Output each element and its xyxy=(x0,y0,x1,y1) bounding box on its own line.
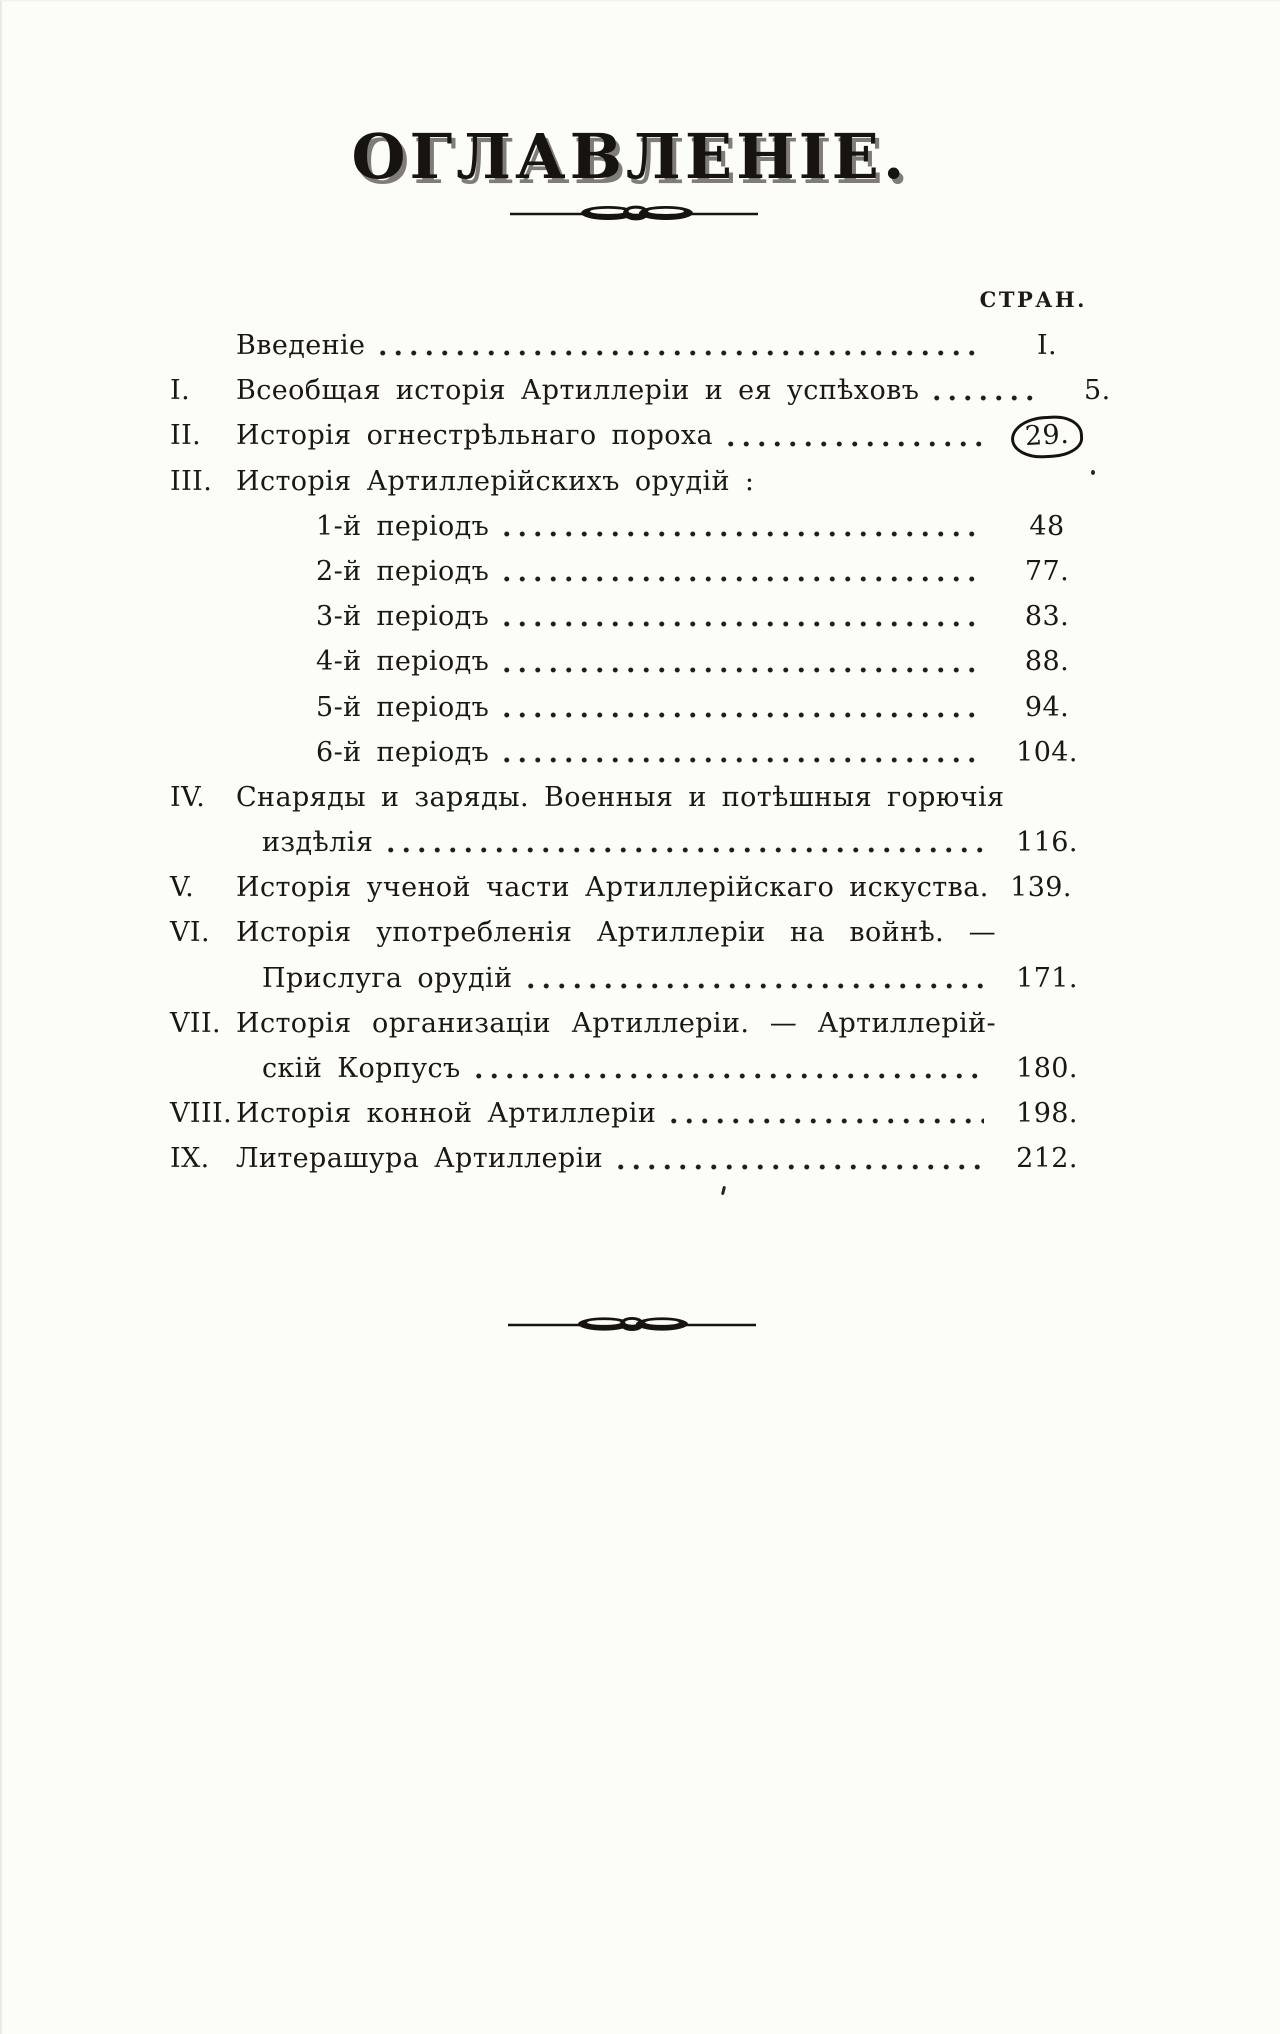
toc-line xyxy=(170,775,1102,820)
toc-entry-label: Всеобщая исторія Артиллеріи и ея успѣховъ xyxy=(236,375,920,407)
toc-page-number: 83. xyxy=(1024,601,1070,633)
toc-line xyxy=(170,368,1111,413)
toc-entry-continuation: издѣлія xyxy=(262,827,374,859)
toc-line xyxy=(170,413,1102,458)
toc-subentry-label: 4-й періодъ xyxy=(316,646,490,678)
leader-dots xyxy=(499,504,984,549)
toc-page-number: 212. xyxy=(1016,1143,1078,1175)
toc-line xyxy=(170,1091,1102,1136)
toc-line xyxy=(170,820,1102,865)
toc-line xyxy=(170,1136,1102,1181)
toc-roman-numeral xyxy=(170,504,236,549)
ink-speck xyxy=(1091,470,1095,475)
toc-line xyxy=(170,459,1102,504)
toc-entry-label: Снаряды и заряды. Военныя и потѣшныя горючія xyxy=(236,781,1005,813)
toc-roman-numeral xyxy=(170,639,236,684)
toc-entry-label: Исторія ученой части Артиллерійскаго искуства. xyxy=(236,872,989,904)
toc-line xyxy=(170,549,1102,594)
toc-page-number: 88. xyxy=(1024,646,1070,678)
leader-dots xyxy=(499,685,984,730)
toc-entry-label: Исторія организаціи Артиллеріи. — Артиллерій- xyxy=(236,1007,996,1039)
toc-line xyxy=(170,865,1102,910)
scan-edge-shadow xyxy=(0,0,3,2034)
leader-dots xyxy=(723,413,984,458)
toc-line xyxy=(170,910,1102,955)
toc-subentry-label: 3-й періодъ xyxy=(316,601,490,633)
toc-page-number: 171. xyxy=(1016,962,1078,994)
toc-page-number: I. xyxy=(1036,330,1058,361)
toc-line xyxy=(170,956,1102,1001)
toc-line xyxy=(170,730,1102,775)
toc-page-number: 116. xyxy=(1016,827,1078,859)
toc-roman-numeral: VI. xyxy=(170,917,210,949)
toc-page-number: 180. xyxy=(1016,1053,1078,1084)
toc-entry-label: Введеніе xyxy=(236,330,366,361)
leader-dots xyxy=(499,730,984,775)
scan-edge-shadow xyxy=(0,0,1280,2)
toc-entry-label: Исторія Артиллерійскихъ орудій : xyxy=(236,465,755,497)
leader-dots xyxy=(929,368,1034,413)
leader-dots xyxy=(383,820,984,865)
toc-page-number: 139. xyxy=(1010,872,1072,904)
toc-roman-numeral xyxy=(170,956,236,1001)
toc-line xyxy=(170,1046,1102,1091)
toc-page-number: 198. xyxy=(1016,1098,1078,1130)
toc-entry-label: Исторія огнестрѣльнаго пороха xyxy=(236,420,714,452)
toc-roman-numeral: I. xyxy=(170,375,191,407)
toc-line xyxy=(170,1001,1102,1046)
table-of-contents xyxy=(170,323,1111,1182)
toc-page-number xyxy=(992,413,1102,458)
toc-entry-continuation: скій Корпусъ xyxy=(262,1053,461,1084)
toc-roman-numeral: V. xyxy=(170,872,195,904)
toc-roman-numeral: IX. xyxy=(170,1143,210,1175)
toc-subentry-label: 1-й періодъ xyxy=(316,510,490,542)
leader-dots xyxy=(666,1091,984,1136)
page-column-header: СТРАН. xyxy=(979,287,1087,312)
leader-dots xyxy=(523,956,985,1001)
toc-roman-numeral xyxy=(170,820,236,865)
toc-line xyxy=(170,639,1102,684)
leader-dots xyxy=(375,323,984,368)
toc-page-number: 5. xyxy=(1084,375,1111,407)
toc-roman-numeral: IV. xyxy=(170,781,206,813)
leader-dots xyxy=(499,594,984,639)
toc-line xyxy=(170,323,1102,368)
toc-roman-numeral: VIII. xyxy=(170,1098,233,1130)
toc-page-number: 48 xyxy=(1029,510,1065,542)
toc-subentry-label: 5-й періодъ xyxy=(316,691,490,723)
toc-roman-numeral: III. xyxy=(170,465,213,497)
divider-ornament xyxy=(506,1312,758,1336)
toc-subentry-label: 6-й періодъ xyxy=(316,736,490,768)
leader-dots xyxy=(613,1136,984,1181)
hand-drawn-circle-annotation: 29. xyxy=(1010,415,1084,461)
toc-page-number: 94. xyxy=(1024,691,1070,723)
page-title: ОГЛАВЛЕНІЕ. xyxy=(351,119,909,193)
toc-roman-numeral xyxy=(170,323,236,368)
ink-speck xyxy=(721,1186,726,1195)
leader-dots xyxy=(499,639,984,684)
toc-entry-label: Исторія употребленія Артиллеріи на войнѣ. — xyxy=(236,917,996,949)
toc-roman-numeral xyxy=(170,730,236,775)
toc-entry-continuation: Прислуга орудій xyxy=(262,962,513,994)
toc-entry-label: Исторія конной Артиллеріи xyxy=(236,1098,657,1130)
toc-entry-label: Литерашура Артиллеріи xyxy=(236,1143,604,1175)
toc-roman-numeral xyxy=(170,549,236,594)
toc-roman-numeral xyxy=(170,1046,236,1091)
leader-dots xyxy=(471,1046,984,1091)
toc-page-number: 77. xyxy=(1024,555,1070,587)
toc-roman-numeral: II. xyxy=(170,420,202,452)
toc-roman-numeral: VII. xyxy=(170,1007,222,1039)
toc-line xyxy=(170,594,1102,639)
leader-dots xyxy=(499,549,984,594)
toc-subentry-label: 2-й періодъ xyxy=(316,555,490,587)
divider-ornament xyxy=(508,201,760,225)
toc-line xyxy=(170,504,1102,549)
toc-page-number: 104. xyxy=(1016,736,1078,768)
toc-roman-numeral xyxy=(170,685,236,730)
toc-roman-numeral xyxy=(170,594,236,639)
toc-line xyxy=(170,685,1102,730)
